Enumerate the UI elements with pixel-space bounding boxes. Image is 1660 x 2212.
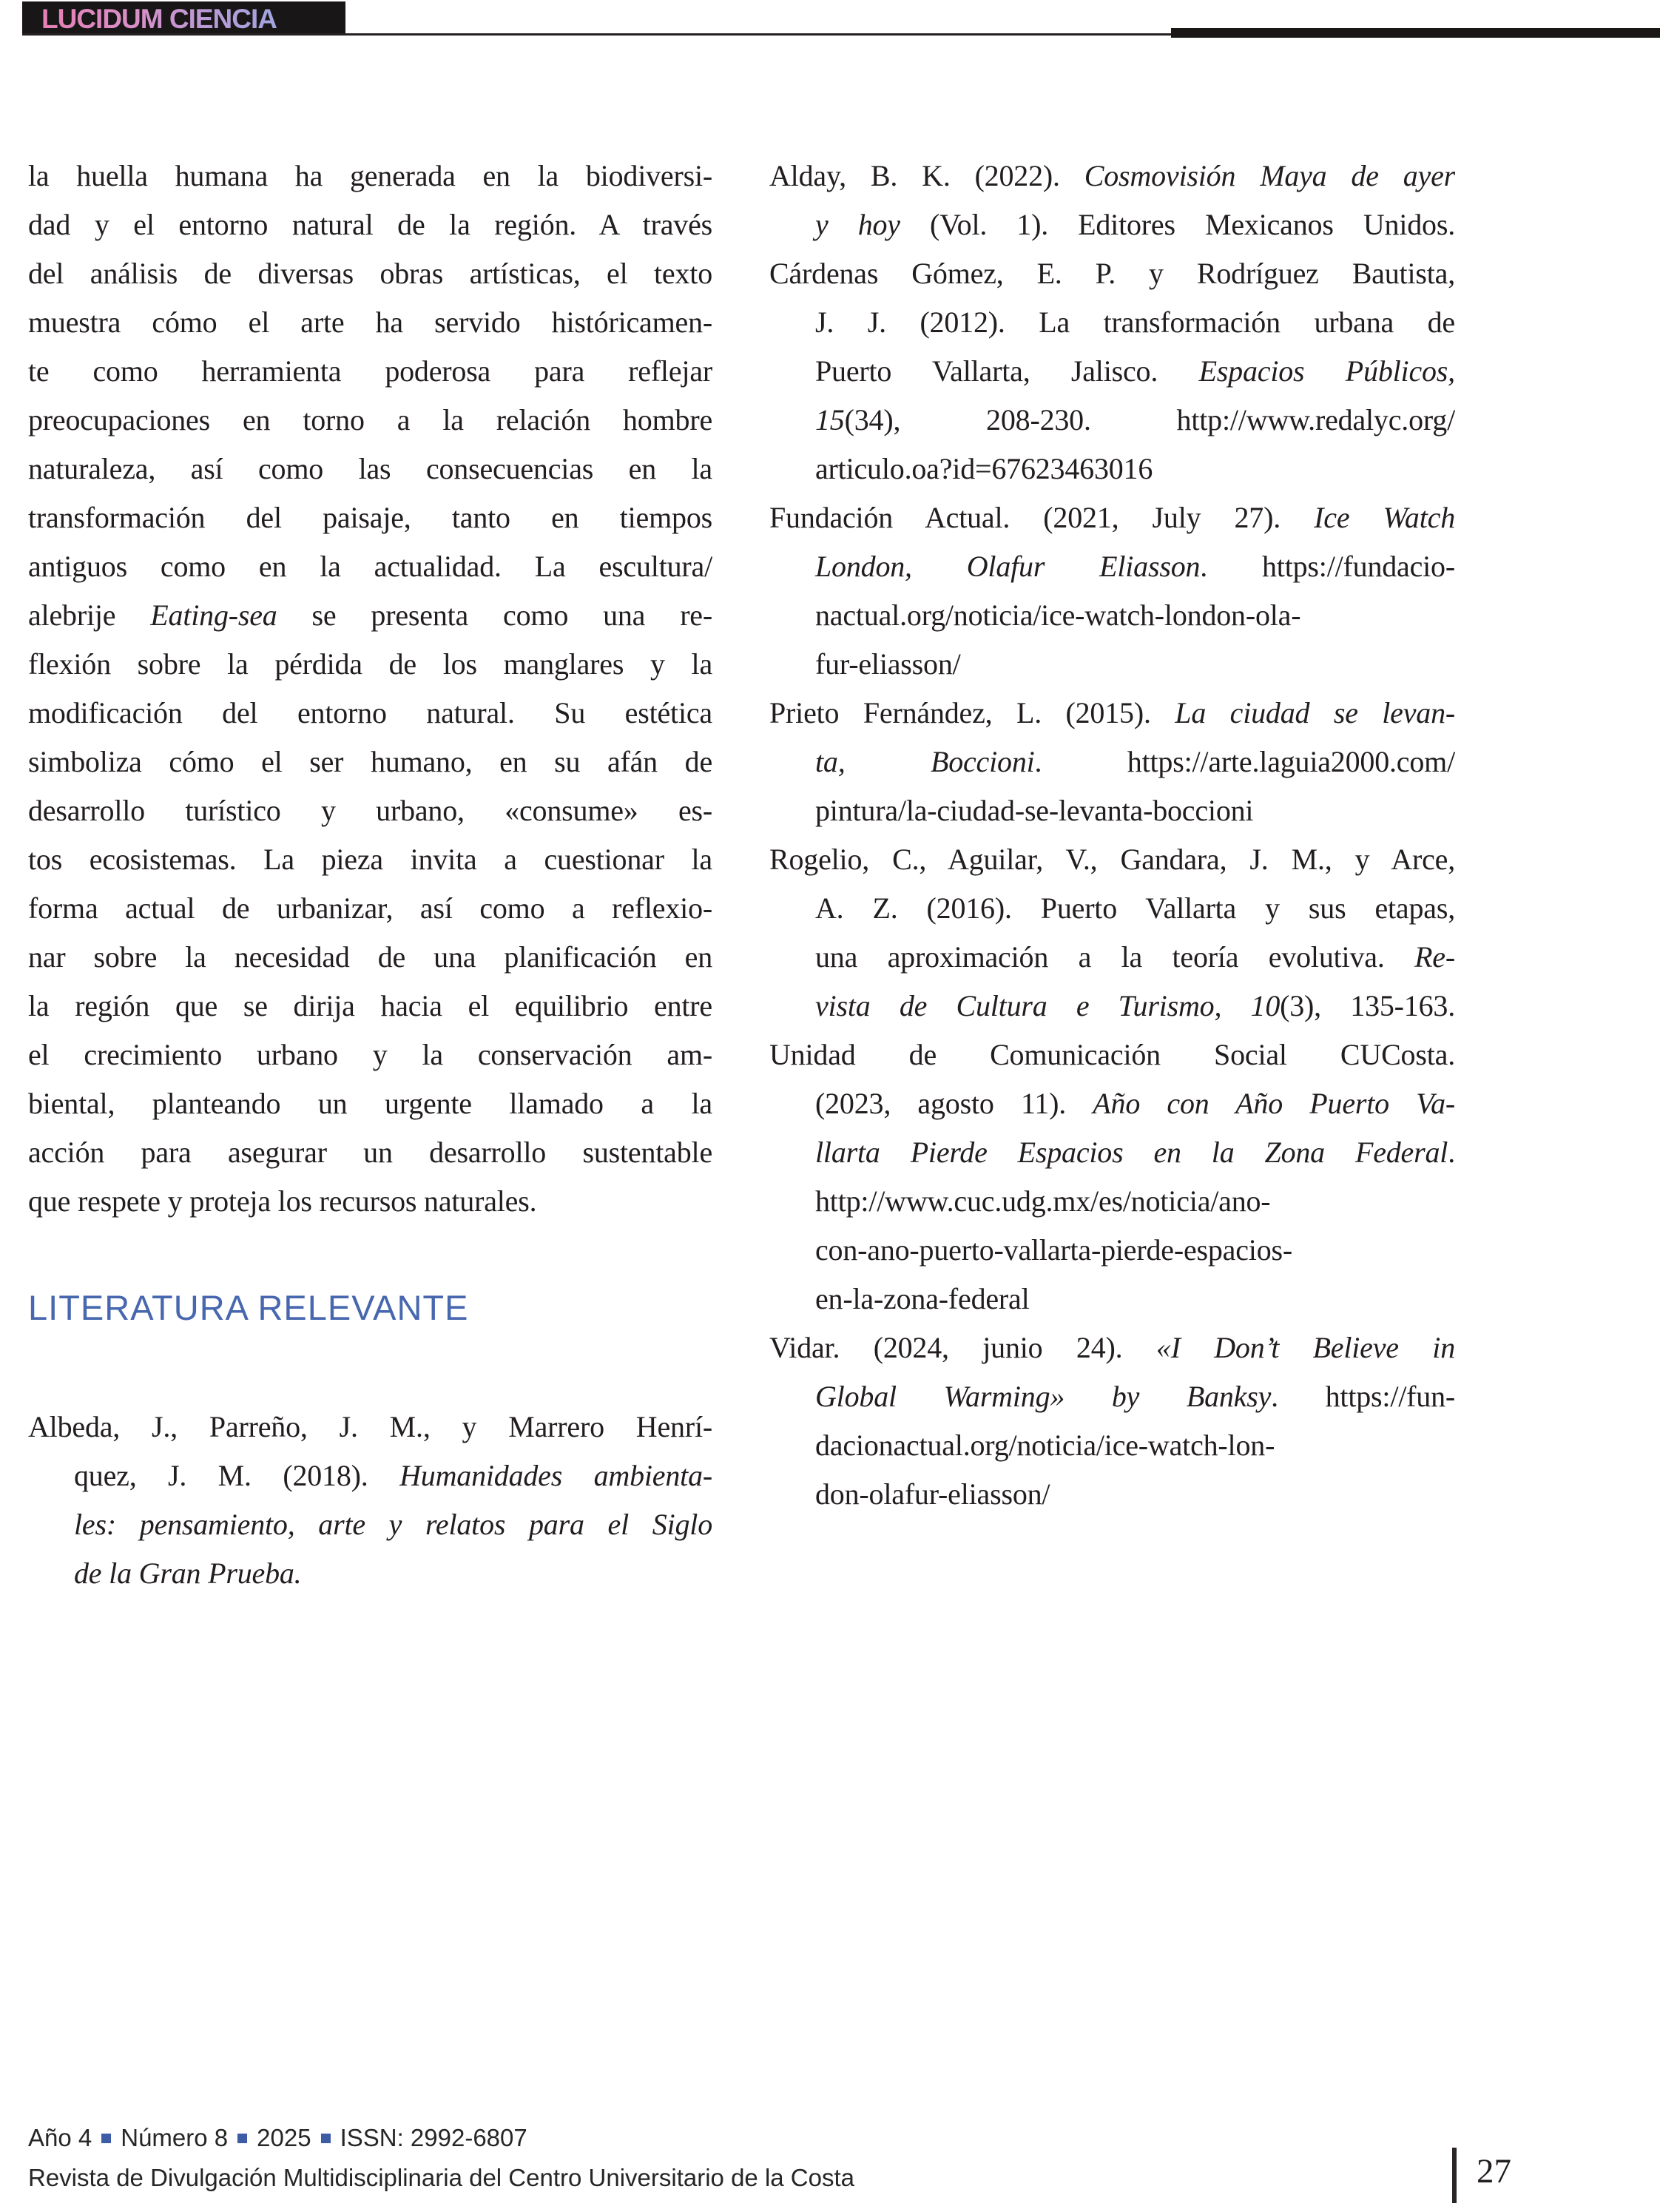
text-line: http://www.cuc.udg.mx/es/noticia/ano- xyxy=(815,1184,1271,1218)
footer-meta-item: Número 8 xyxy=(121,2124,229,2151)
left-column-paragraph xyxy=(28,152,712,1226)
page-number-divider xyxy=(1452,2148,1457,2203)
text-line: Fundación Actual. (2021, July 27). Ice Watch xyxy=(769,501,1455,534)
text-line: llarta Pierde Espacios en la Zona Federal. xyxy=(815,1136,1455,1169)
text-line: 15(34), 208-230. http://www.redalyc.org/ xyxy=(815,403,1455,436)
text-line: una aproximación a la teoría evolutiva. Re- xyxy=(815,940,1455,974)
text-line: en-la-zona-federal xyxy=(815,1282,1030,1315)
text-line: les: pensamiento, arte y relatos para el Siglo xyxy=(74,1508,712,1541)
text-line: Cárdenas Gómez, E. P. y Rodríguez Bautista, xyxy=(769,257,1455,290)
text-line: Vidar. (2024, junio 24). «I Don’t Believe in xyxy=(769,1331,1455,1364)
text-line: vista de Cultura e Turismo, 10(3), 135-163. xyxy=(815,989,1455,1022)
right-column-references xyxy=(769,152,1455,1519)
text-line: preocupaciones en torno a la relación hombre xyxy=(28,403,712,436)
text-line: Puerto Vallarta, Jalisco. Espacios Públicos, xyxy=(815,354,1455,388)
text-line: tos ecosistemas. La pieza invita a cuestionar la xyxy=(28,843,712,876)
footer-journal-name: Revista de Divulgación Multidisciplinaria del Centro Universitario de la Costa xyxy=(28,2164,855,2191)
text-line: nactual.org/noticia/ice-watch-london-ola- xyxy=(815,598,1301,632)
text-line: del análisis de diversas obras artísticas, el texto xyxy=(28,257,712,290)
text-line: Unidad de Comunicación Social CUCosta. xyxy=(769,1038,1455,1071)
text-line: simboliza cómo el ser humano, en su afán de xyxy=(28,745,712,778)
text-line: London, Olafur Eliasson. https://fundacio- xyxy=(815,550,1455,583)
separator-square-icon xyxy=(321,2134,331,2143)
separator-square-icon xyxy=(101,2134,111,2143)
text-line: modificación del entorno natural. Su estética xyxy=(28,696,712,729)
text-line: forma actual de urbanizar, así como a reflexio- xyxy=(28,891,712,925)
page-number: 27 xyxy=(1477,2152,1511,2191)
text-line: Albeda, J., Parreño, J. M., y Marrero Henrí- xyxy=(28,1410,712,1443)
text-line: la huella humana ha generada en la biodiversi- xyxy=(28,159,712,192)
text-line: alebrije Eating-sea se presenta como una re- xyxy=(28,598,712,632)
text-line: A. Z. (2016). Puerto Vallarta y sus etapas, xyxy=(815,891,1455,925)
text-line: transformación del paisaje, tanto en tiempos xyxy=(28,501,712,534)
left-column-references xyxy=(28,1403,712,1598)
text-line: nar sobre la necesidad de una planificación en xyxy=(28,940,712,974)
text-line: la región que se dirija hacia el equilibrio entre xyxy=(28,989,712,1022)
footer-meta-item: Año 4 xyxy=(28,2124,92,2151)
text-line: dad y el entorno natural de la región. A través xyxy=(28,208,712,241)
text-line: fur-eliasson/ xyxy=(815,647,961,681)
text-line: quez, J. M. (2018). Humanidades ambienta- xyxy=(74,1459,712,1492)
text-line: ta, Boccioni. https://arte.laguia2000.com/ xyxy=(815,745,1455,778)
text-line: (2023, agosto 11). Año con Año Puerto Va- xyxy=(815,1087,1455,1120)
header-rule-thin xyxy=(22,33,1171,36)
text-line: Rogelio, C., Aguilar, V., Gandara, J. M., y Arce, xyxy=(769,843,1455,876)
text-line: dacionactual.org/noticia/ice-watch-lon- xyxy=(815,1429,1275,1462)
text-line: pintura/la-ciudad-se-levanta-boccioni xyxy=(815,794,1254,827)
text-line: y hoy (Vol. 1). Editores Mexicanos Unidos. xyxy=(815,208,1455,241)
text-line: biental, planteando un urgente llamado a la xyxy=(28,1087,712,1120)
text-line: el crecimiento urbano y la conservación am- xyxy=(28,1038,712,1071)
text-line: con-ano-puerto-vallarta-pierde-espacios- xyxy=(815,1233,1292,1267)
journal-logo-box xyxy=(22,1,345,36)
text-line: articulo.oa?id=67623463016 xyxy=(815,452,1153,485)
text-line: Alday, B. K. (2022). Cosmovisión Maya de ayer xyxy=(769,159,1455,192)
section-heading: LITERATURA RELEVANTE xyxy=(28,1288,469,1327)
journal-logo-title: LUCIDUM CIENCIA xyxy=(41,3,277,34)
text-line: muestra cómo el arte ha servido históricamen- xyxy=(28,306,712,339)
text-line: don-olafur-eliasson/ xyxy=(815,1477,1050,1511)
text-line: Global Warming» by Banksy. https://fun- xyxy=(815,1380,1455,1413)
text-line: J. J. (2012). La transformación urbana de xyxy=(815,306,1455,339)
text-line: flexión sobre la pérdida de los manglares y la xyxy=(28,647,712,681)
text-line: que respete y proteja los recursos naturales. xyxy=(28,1184,537,1218)
text-line: naturaleza, así como las consecuencias en la xyxy=(28,452,712,485)
text-line: desarrollo turístico y urbano, «consume» es- xyxy=(28,794,712,827)
text-line: de la Gran Prueba. xyxy=(74,1557,302,1590)
text-line: acción para asegurar un desarrollo sustentable xyxy=(28,1136,712,1169)
footer-issue-meta xyxy=(28,2124,527,2152)
text-line: antiguos como en la actualidad. La escultura/ xyxy=(28,550,712,583)
header-rule-thick xyxy=(1171,28,1660,38)
text-line: te como herramienta poderosa para reflejar xyxy=(28,354,712,388)
footer-meta-item: ISSN: 2992-6807 xyxy=(340,2124,527,2151)
text-line: Prieto Fernández, L. (2015). La ciudad se levan- xyxy=(769,696,1455,729)
separator-square-icon xyxy=(237,2134,247,2143)
footer-meta-item: 2025 xyxy=(257,2124,311,2151)
